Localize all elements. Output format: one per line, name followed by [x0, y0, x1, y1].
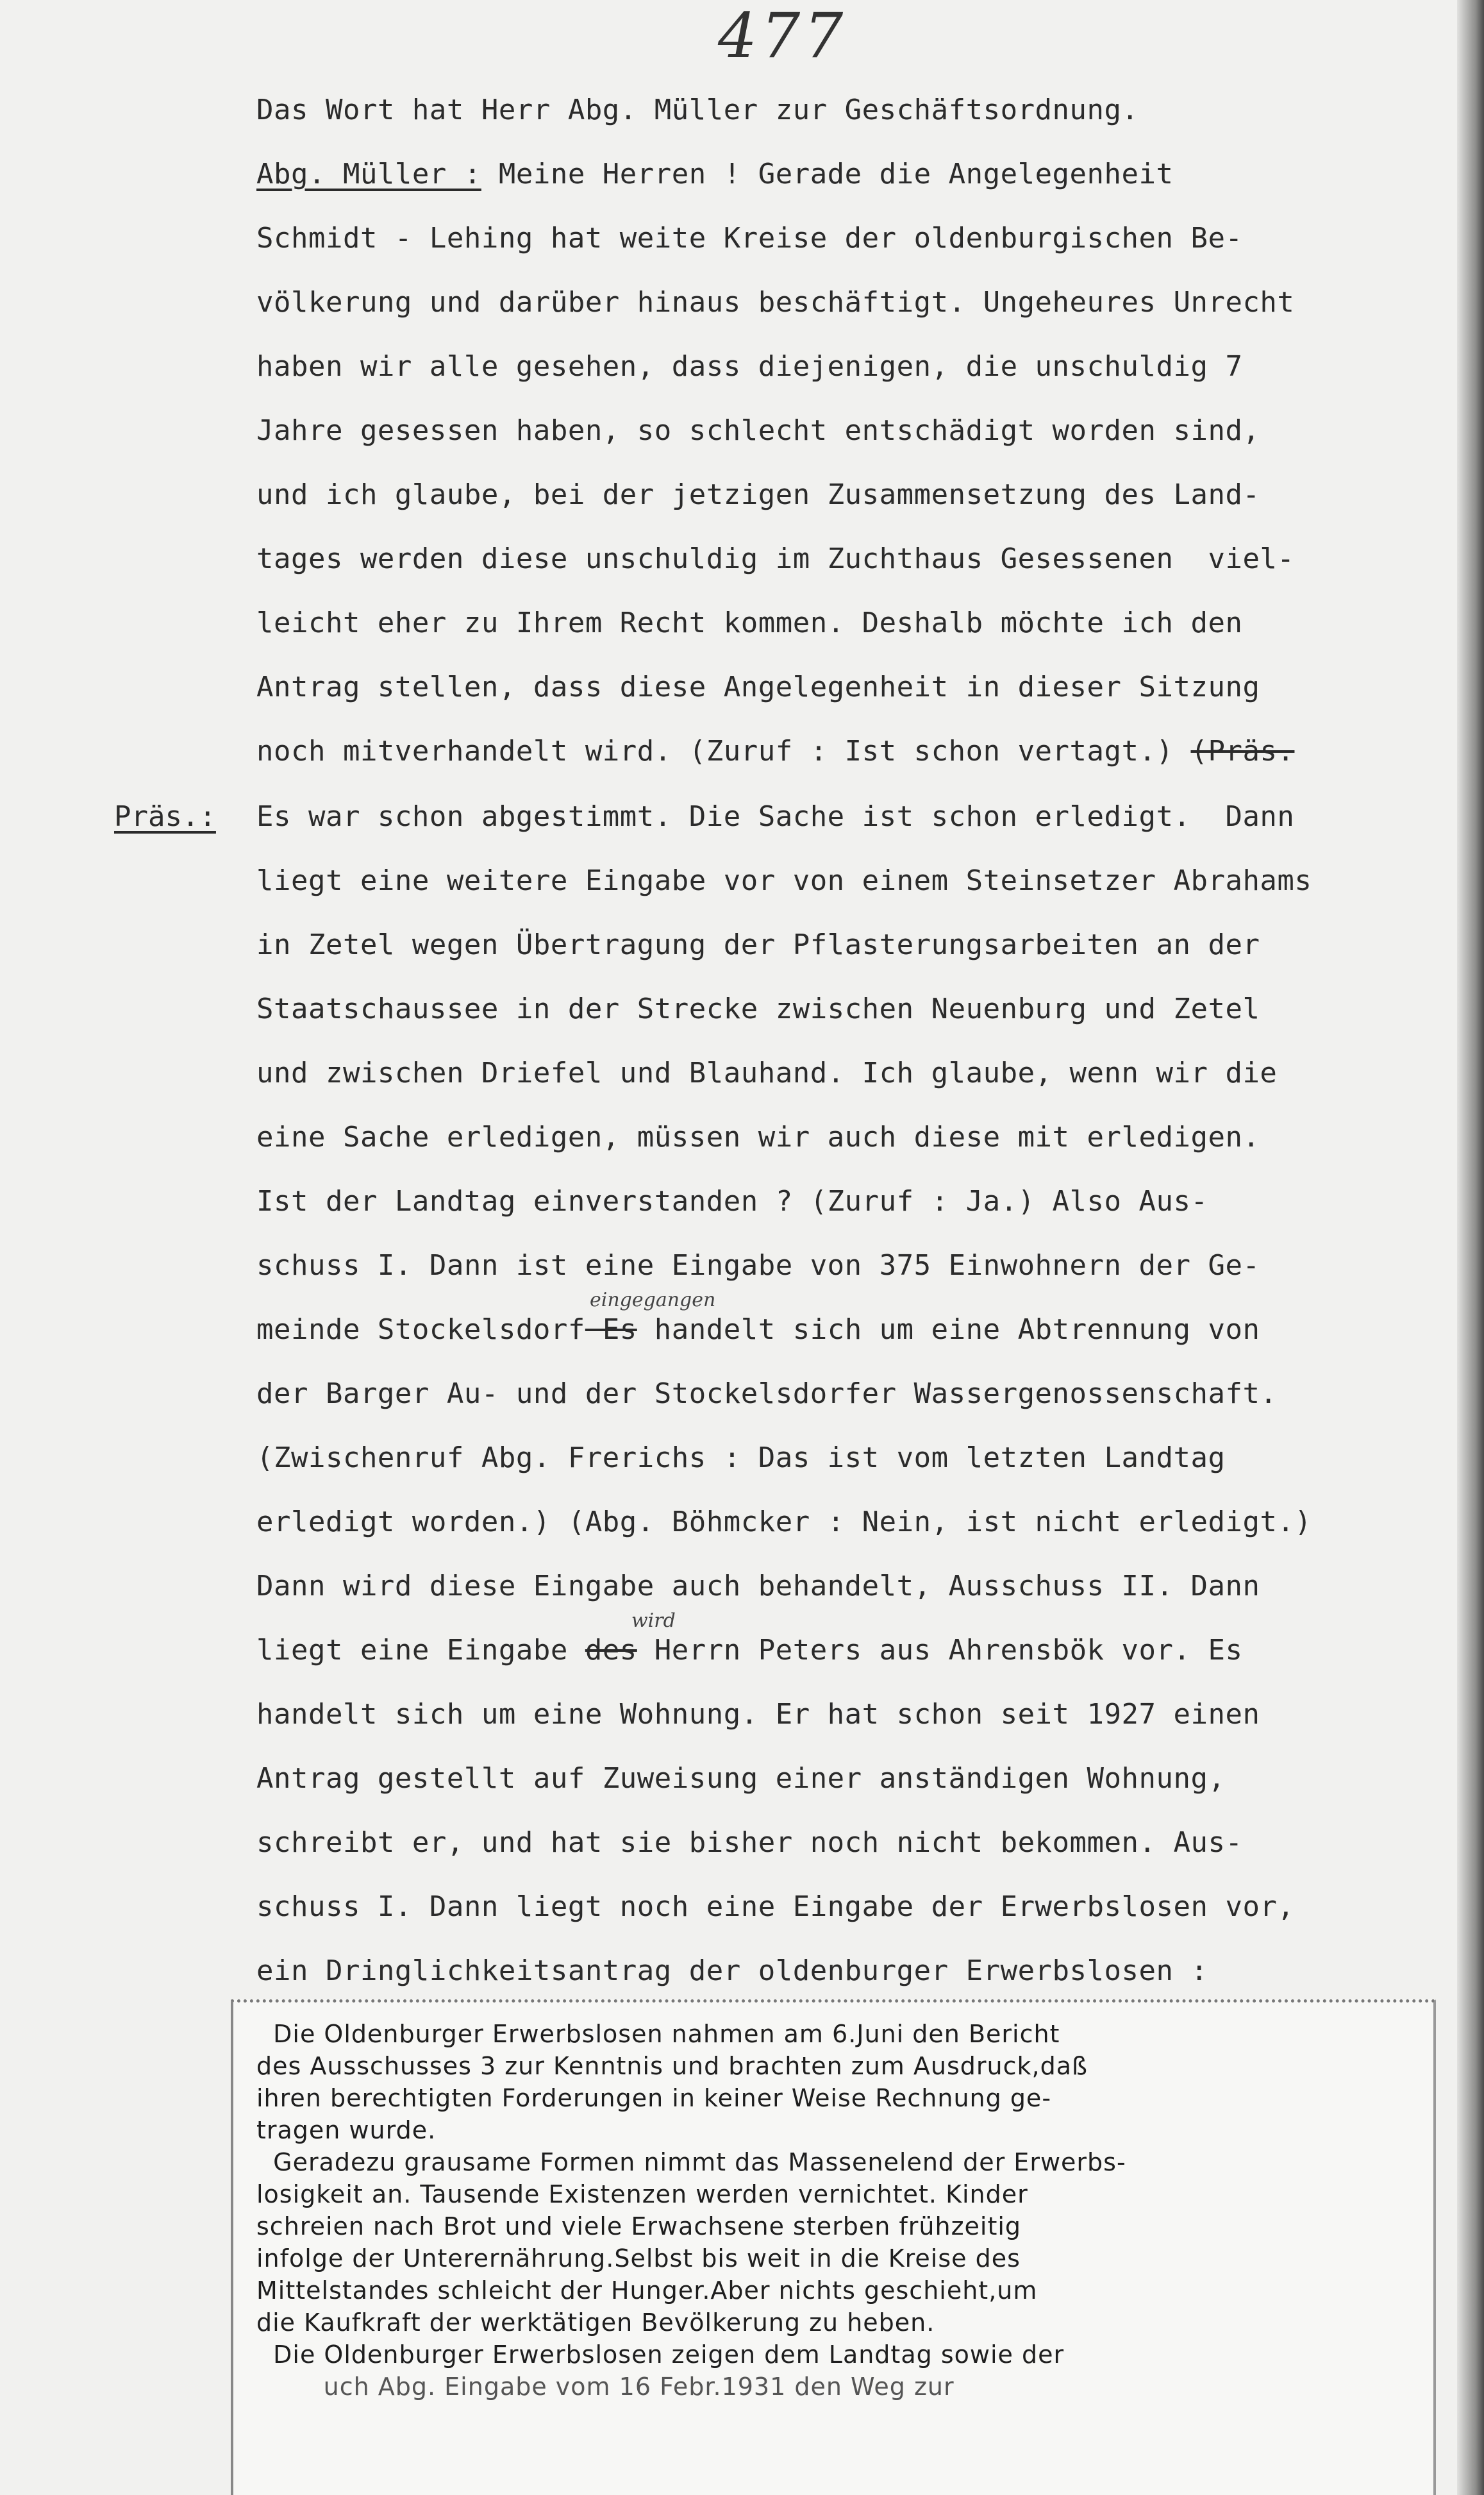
text-line-2-body: Meine Herren ! Gerade die Angelegenheit	[481, 158, 1174, 190]
clipping-line-4: tragen wurde.	[256, 2116, 437, 2144]
handwritten-insertion-eingegangen: eingegangen	[590, 1289, 716, 1311]
struck-text-des: des	[585, 1634, 637, 1667]
text-line-9: leicht eher zu Ihrem Recht kommen. Deshalb möchte ich den	[256, 607, 1243, 639]
text-line-16: und zwischen Driefel und Blauhand. Ich glaube, wenn wir die	[256, 1057, 1278, 1089]
clipping-line-3: ihren berechtigten Forderungen in keiner Weise Rechnung ge-	[256, 2084, 1052, 2112]
text-line-2	[256, 160, 1173, 189]
text-line-13: liegt eine weitere Eingabe vor von einem Steinsetzer Abrahams	[256, 864, 1312, 897]
text-line-10: Antrag stellen, dass diese Angelegenheit in dieser Sitzung	[256, 671, 1260, 703]
text-line-20-start: meinde Stockelsdorf	[256, 1313, 585, 1346]
speaker-abg-mueller: Abg. Müller :	[256, 158, 481, 190]
struck-text-praes: (Präs.	[1190, 735, 1295, 768]
text-line-26: handelt sich um eine Wohnung. Er hat schon seit 1927 einen	[256, 1698, 1260, 1731]
clipping-line-7: schreien nach Brot und viele Erwachsene sterben frühzeitig	[256, 2212, 1022, 2240]
handwritten-insertion-wird: wird	[631, 1609, 676, 1632]
page-edge-shadow	[1457, 0, 1484, 2495]
text-line-11-body: noch mitverhandelt wird. (Zuruf : Ist schon vertagt.)	[256, 735, 1191, 768]
text-line-25	[256, 1636, 1242, 1665]
text-line-28: schreibt er, und hat sie bisher noch nicht bekommen. Aus-	[256, 1826, 1243, 1859]
text-line-5: haben wir alle gesehen, dass diejenigen, die unschuldig 7	[256, 350, 1243, 383]
pasted-printed-clipping	[231, 1999, 1436, 2495]
clipping-line-2: des Ausschusses 3 zur Kenntnis und brachten zum Ausdruck,daß	[256, 2052, 1088, 2080]
handwritten-page-number: 477	[718, 0, 847, 72]
text-line-4: völkerung und darüber hinaus beschäftigt. Ungeheures Unrecht	[256, 286, 1295, 319]
text-line-21: der Barger Au- und der Stockelsdorfer Wassergenossenschaft.	[256, 1377, 1278, 1410]
text-line-1: Das Wort hat Herr Abg. Müller zur Geschäftsordnung.	[256, 94, 1139, 126]
clipping-line-12-cut: uch Abg. Eingabe vom 16 Febr.1931 den Weg zur	[256, 2373, 955, 2401]
text-line-11	[256, 737, 1294, 766]
text-line-7: und ich glaube, bei der jetzigen Zusammensetzung des Land-	[256, 478, 1260, 511]
text-line-22: (Zwischenruf Abg. Frerichs : Das ist vom letzten Landtag	[256, 1441, 1226, 1474]
text-line-3: Schmidt - Lehing hat weite Kreise der oldenburgischen Be-	[256, 222, 1243, 255]
clipping-line-10: die Kaufkraft der werktätigen Bevölkerung zu heben.	[256, 2308, 935, 2337]
text-line-8: tages werden diese unschuldig im Zuchthaus Gesessenen viel-	[256, 542, 1295, 575]
text-line-23: erledigt worden.) (Abg. Böhmcker : Nein, ist nicht erledigt.)	[256, 1506, 1312, 1538]
text-line-17: eine Sache erledigen, müssen wir auch diese mit erledigen.	[256, 1121, 1260, 1154]
text-line-25-end: Herrn Peters aus Ahrensbök vor. Es	[637, 1634, 1243, 1667]
text-line-29: schuss I. Dann liegt noch eine Eingabe der Erwerbslosen vor,	[256, 1890, 1295, 1923]
struck-text-es: Es	[585, 1313, 637, 1346]
text-line-19: schuss I. Dann ist eine Eingabe von 375 Einwohnern der Ge-	[256, 1249, 1260, 1282]
clipping-line-6: losigkeit an. Tausende Existenzen werden vernichtet. Kinder	[256, 2180, 1028, 2208]
text-line-15: Staatschaussee in der Strecke zwischen Neuenburg und Zetel	[256, 993, 1260, 1025]
clipping-line-5: Geradezu grausame Formen nimmt das Massenelend der Erwerbs-	[256, 2148, 1126, 2176]
text-line-24: Dann wird diese Eingabe auch behandelt, Ausschuss II. Dann	[256, 1570, 1260, 1602]
text-line-20	[256, 1313, 1260, 1346]
clipping-line-8: infolge der Unterernährung.Selbst bis weit in die Kreise des	[256, 2244, 1021, 2272]
text-line-25-start: liegt eine Eingabe	[256, 1634, 585, 1667]
text-line-12: Es war schon abgestimmt. Die Sache ist schon erledigt. Dann	[256, 800, 1295, 833]
text-line-30: ein Dringlichkeitsantrag der oldenburger Erwerbslosen :	[256, 1954, 1208, 1987]
text-line-6: Jahre gesessen haben, so schlecht entschädigt worden sind,	[256, 414, 1260, 447]
speaker-praes-margin: Präs.:	[114, 800, 216, 833]
text-line-20-end: handelt sich um eine Abtrennung von	[637, 1313, 1260, 1346]
clipping-line-1: Die Oldenburger Erwerbslosen nahmen am 6.Juni den Bericht	[256, 2020, 1060, 2048]
clipping-line-11: Die Oldenburger Erwerbslosen zeigen dem Landtag sowie der	[256, 2340, 1065, 2369]
text-line-18: Ist der Landtag einverstanden ? (Zuruf : Ja.) Also Aus-	[256, 1185, 1208, 1218]
text-line-27: Antrag gestellt auf Zuweisung einer anständigen Wohnung,	[256, 1762, 1226, 1795]
clipping-line-9: Mittelstandes schleicht der Hunger.Aber nichts geschieht,um	[256, 2276, 1038, 2305]
text-line-14: in Zetel wegen Übertragung der Pflasterungsarbeiten an der	[256, 928, 1260, 961]
